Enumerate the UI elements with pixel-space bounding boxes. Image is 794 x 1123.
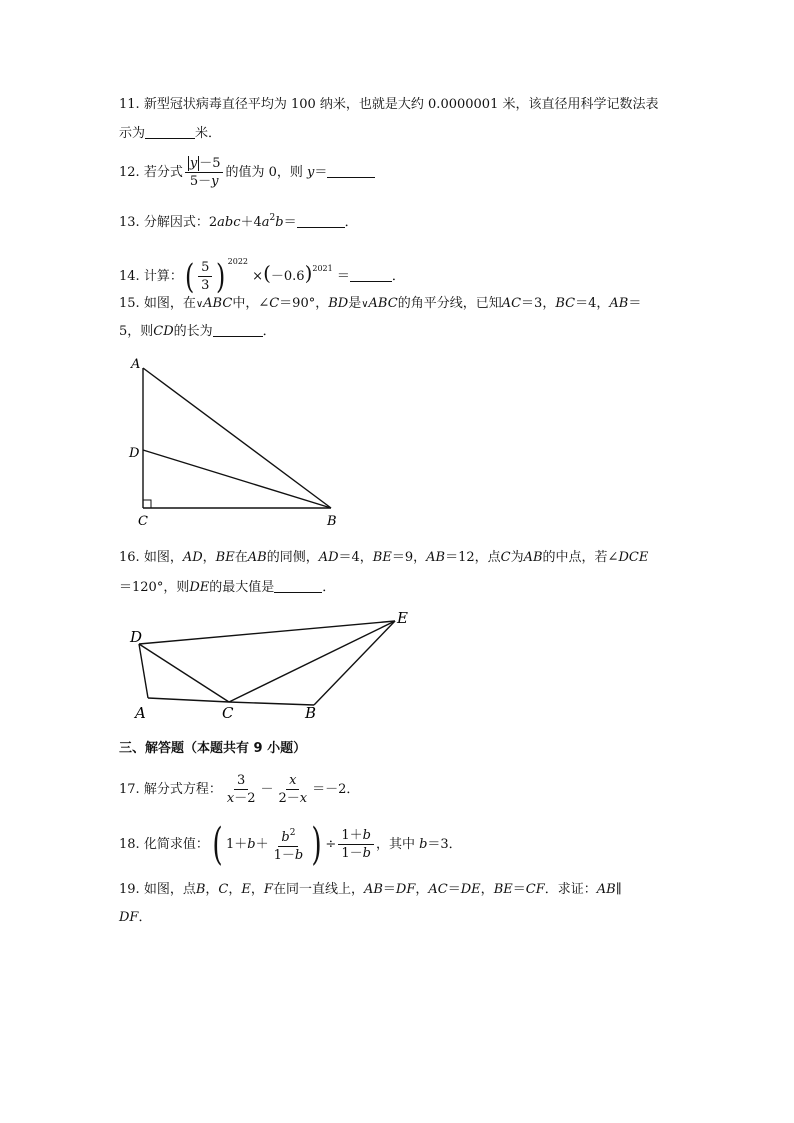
left-paren: ( bbox=[263, 261, 271, 285]
question-text: 5，则 bbox=[119, 324, 154, 339]
denominator-variable: b bbox=[294, 848, 304, 863]
denominator: 2－ bbox=[278, 791, 300, 806]
segment-de bbox=[139, 621, 395, 644]
variable: BE bbox=[493, 882, 513, 897]
variable: C bbox=[218, 882, 229, 897]
segment-be bbox=[314, 621, 395, 705]
question-19-line-2 bbox=[119, 909, 151, 927]
segment-dc bbox=[139, 644, 229, 702]
point-label-b: B bbox=[327, 514, 337, 529]
question-text: 的最大值是 bbox=[209, 580, 275, 595]
denominator: 5－ bbox=[189, 174, 212, 189]
exponent: 2022 bbox=[227, 257, 249, 266]
operator: × bbox=[252, 269, 264, 284]
denominator: 3 bbox=[201, 278, 210, 293]
question-number: 16. bbox=[119, 550, 140, 565]
question-text: 是 bbox=[348, 296, 362, 311]
question-text: ． bbox=[138, 910, 152, 925]
variable: C bbox=[500, 550, 511, 565]
question-13 bbox=[119, 209, 358, 232]
triangle-symbol: ∨ bbox=[195, 299, 204, 310]
variable: E bbox=[241, 882, 251, 897]
triangle-symbol: ∨ bbox=[361, 299, 369, 310]
question-text: 中，∠ bbox=[232, 296, 270, 311]
question-text: ＝90°， bbox=[279, 296, 329, 311]
operator: ＋ bbox=[255, 837, 269, 852]
question-text: 米． bbox=[195, 126, 222, 141]
operator: － bbox=[260, 782, 274, 797]
operator: ÷ bbox=[325, 837, 337, 852]
variable: DF bbox=[395, 882, 416, 897]
question-16-line-2 bbox=[119, 578, 335, 597]
question-18 bbox=[119, 820, 462, 870]
question-text: ＝3． bbox=[427, 837, 462, 852]
variable: B bbox=[195, 882, 206, 897]
point-label-a: A bbox=[131, 357, 141, 372]
numerator: 1＋ bbox=[341, 828, 363, 843]
question-text: ， bbox=[415, 882, 429, 897]
question-text: 新型冠状病毒直径平均为 100 纳米，也就是大约 0.0000001 米，该直径用科学记数法表 bbox=[143, 97, 659, 112]
variable: y bbox=[307, 165, 315, 180]
question-text: 若分式 bbox=[143, 165, 183, 180]
variable: AB bbox=[247, 550, 267, 565]
variable: AB bbox=[363, 882, 383, 897]
question-text: 解分式方程： bbox=[143, 782, 222, 797]
expression: ＋4 bbox=[240, 215, 262, 230]
fraction bbox=[185, 156, 224, 189]
variable: CD bbox=[153, 324, 174, 339]
variable: DCE bbox=[618, 550, 649, 565]
question-text: ＝ bbox=[382, 882, 396, 897]
quadrilateral-figure-q16 bbox=[125, 605, 425, 725]
exponent: 2 bbox=[269, 213, 276, 223]
answer-blank[interactable] bbox=[213, 322, 263, 337]
question-16-line-1 bbox=[119, 549, 648, 567]
variable: AB bbox=[609, 296, 629, 311]
variable: DE bbox=[460, 882, 481, 897]
question-11-line-1 bbox=[119, 96, 658, 114]
right-angle-mark bbox=[143, 500, 151, 508]
numerator: x bbox=[286, 773, 299, 790]
question-text: ＝ bbox=[447, 882, 461, 897]
question-text: ∥ bbox=[615, 882, 622, 897]
fraction bbox=[198, 260, 212, 293]
expression: a bbox=[261, 215, 270, 230]
question-text: ， bbox=[205, 882, 219, 897]
variable: b bbox=[247, 837, 256, 852]
question-text: ． bbox=[391, 269, 405, 284]
right-paren: ) bbox=[311, 818, 322, 870]
variable: C bbox=[269, 296, 280, 311]
expression: ＝ bbox=[283, 215, 297, 230]
question-text: ＝3， bbox=[521, 296, 556, 311]
segment-ac bbox=[148, 698, 229, 702]
variable: F bbox=[263, 882, 273, 897]
numerator: 3 bbox=[234, 773, 248, 790]
variable: BE bbox=[372, 550, 392, 565]
question-19-line-1 bbox=[119, 881, 622, 899]
expression: b bbox=[275, 215, 284, 230]
exponent: 2021 bbox=[312, 264, 333, 273]
question-14 bbox=[119, 242, 405, 297]
question-text: ＝120°，则 bbox=[119, 580, 190, 595]
question-12 bbox=[119, 155, 375, 191]
denominator-variable: y bbox=[211, 174, 219, 189]
variable: ABC bbox=[368, 296, 398, 311]
segment-ab bbox=[143, 368, 331, 508]
exponent: 2 bbox=[289, 828, 296, 838]
numerator: －5 bbox=[199, 156, 221, 171]
question-text: 如图，在 bbox=[143, 296, 196, 311]
fraction bbox=[271, 826, 307, 863]
right-paren: ) bbox=[304, 261, 313, 285]
variable: AC bbox=[428, 882, 448, 897]
segment-cb bbox=[229, 702, 314, 705]
fraction bbox=[275, 773, 310, 806]
question-text: 如图，点 bbox=[143, 882, 196, 897]
variable: BC bbox=[555, 296, 576, 311]
question-17 bbox=[119, 770, 359, 810]
segment-db bbox=[143, 450, 331, 508]
question-text: 的长为 bbox=[173, 324, 213, 339]
answer-blank[interactable] bbox=[350, 267, 392, 282]
expression: 2 bbox=[208, 215, 218, 230]
question-text: 示为 bbox=[119, 126, 146, 141]
variable: BD bbox=[328, 296, 349, 311]
variable: DF bbox=[119, 910, 139, 925]
question-text: ， bbox=[202, 550, 216, 565]
denominator: －2 bbox=[234, 791, 256, 806]
question-number: 19. bbox=[119, 882, 140, 897]
question-11-line-2 bbox=[119, 124, 221, 143]
denominator-variable: x bbox=[299, 791, 308, 806]
question-text: ． bbox=[322, 580, 336, 595]
question-number: 18. bbox=[119, 837, 140, 852]
answer-blank[interactable] bbox=[327, 163, 375, 178]
question-text: 的中点，若∠ bbox=[542, 550, 619, 565]
question-text: ＝－2． bbox=[312, 782, 360, 797]
denominator: 1－ bbox=[341, 846, 363, 861]
question-number: 17. bbox=[119, 782, 140, 797]
question-text: ＝12，点 bbox=[445, 550, 501, 565]
question-text: 在同一直线上， bbox=[272, 882, 364, 897]
point-label-d: D bbox=[130, 628, 143, 646]
question-number: 11. bbox=[119, 97, 140, 112]
point-label-e: E bbox=[397, 609, 408, 627]
variable: AB bbox=[596, 882, 616, 897]
question-text: ． bbox=[262, 324, 276, 339]
point-label-b: B bbox=[305, 704, 317, 722]
question-15-line-1 bbox=[119, 295, 641, 314]
question-text: ， bbox=[250, 882, 264, 897]
expression: abc bbox=[217, 215, 241, 230]
variable: b bbox=[419, 837, 428, 852]
question-text: 的角平分线，已知 bbox=[397, 296, 502, 311]
right-paren: ) bbox=[216, 256, 226, 297]
question-text: ＝9， bbox=[391, 550, 427, 565]
operator: ＝ bbox=[336, 269, 350, 284]
question-text: ＝ bbox=[628, 296, 642, 311]
triangle-figure-q15 bbox=[120, 350, 360, 532]
question-text: 的同侧， bbox=[266, 550, 319, 565]
question-number: 13. bbox=[119, 215, 140, 230]
denominator-variable: x bbox=[226, 791, 235, 806]
question-text: 在 bbox=[234, 550, 248, 565]
point-label-d: D bbox=[129, 446, 140, 461]
segment-da bbox=[139, 644, 148, 698]
fraction bbox=[338, 828, 374, 861]
expression: 1＋ bbox=[226, 837, 248, 852]
numerator-variable: b bbox=[281, 830, 290, 845]
answer-blank[interactable] bbox=[297, 213, 345, 228]
question-text: ，其中 bbox=[375, 837, 420, 852]
question-number: 15. bbox=[119, 296, 140, 311]
question-text: 计算： bbox=[143, 269, 183, 284]
numerator-variable: y bbox=[189, 156, 198, 171]
question-text: 为 bbox=[510, 550, 524, 565]
question-text: 分解因式： bbox=[143, 215, 209, 230]
expression: －0.6 bbox=[270, 269, 305, 284]
point-label-c: C bbox=[222, 704, 234, 722]
variable: AB bbox=[523, 550, 543, 565]
numerator-variable: b bbox=[362, 828, 371, 843]
variable: AD bbox=[182, 550, 203, 565]
point-label-a: A bbox=[135, 704, 146, 722]
denominator-variable: b bbox=[362, 846, 371, 861]
section-heading: 三、解答题（本题共有 9 小题） bbox=[119, 741, 307, 756]
variable: CF bbox=[525, 882, 545, 897]
answer-blank[interactable] bbox=[274, 578, 322, 593]
question-text: ， bbox=[480, 882, 494, 897]
variable: AD bbox=[318, 550, 339, 565]
question-number: 12. bbox=[119, 165, 140, 180]
left-paren: ( bbox=[184, 256, 195, 297]
answer-blank[interactable] bbox=[145, 124, 195, 139]
question-text: ＝ bbox=[512, 882, 526, 897]
question-text: 如图， bbox=[143, 550, 183, 565]
question-text: 化简求值： bbox=[143, 837, 209, 852]
denominator: 1－ bbox=[273, 848, 295, 863]
variable: AC bbox=[501, 296, 522, 311]
variable: AB bbox=[426, 550, 446, 565]
variable: ABC bbox=[203, 296, 233, 311]
fraction bbox=[224, 773, 259, 806]
left-paren: ( bbox=[212, 818, 223, 870]
variable: BE bbox=[215, 550, 235, 565]
question-text: ＝ bbox=[314, 165, 328, 180]
variable: DE bbox=[189, 580, 210, 595]
point-label-c: C bbox=[138, 514, 148, 529]
question-text: ． bbox=[344, 215, 358, 230]
numerator: 5 bbox=[198, 260, 212, 277]
question-number: 14. bbox=[119, 269, 140, 284]
question-text: ， bbox=[228, 882, 242, 897]
question-text: ＝4， bbox=[575, 296, 610, 311]
question-15-line-2 bbox=[119, 322, 276, 341]
question-text: 的值为 0，则 bbox=[225, 165, 308, 180]
question-text: ＝4， bbox=[338, 550, 373, 565]
question-text: ．求证： bbox=[544, 882, 597, 897]
